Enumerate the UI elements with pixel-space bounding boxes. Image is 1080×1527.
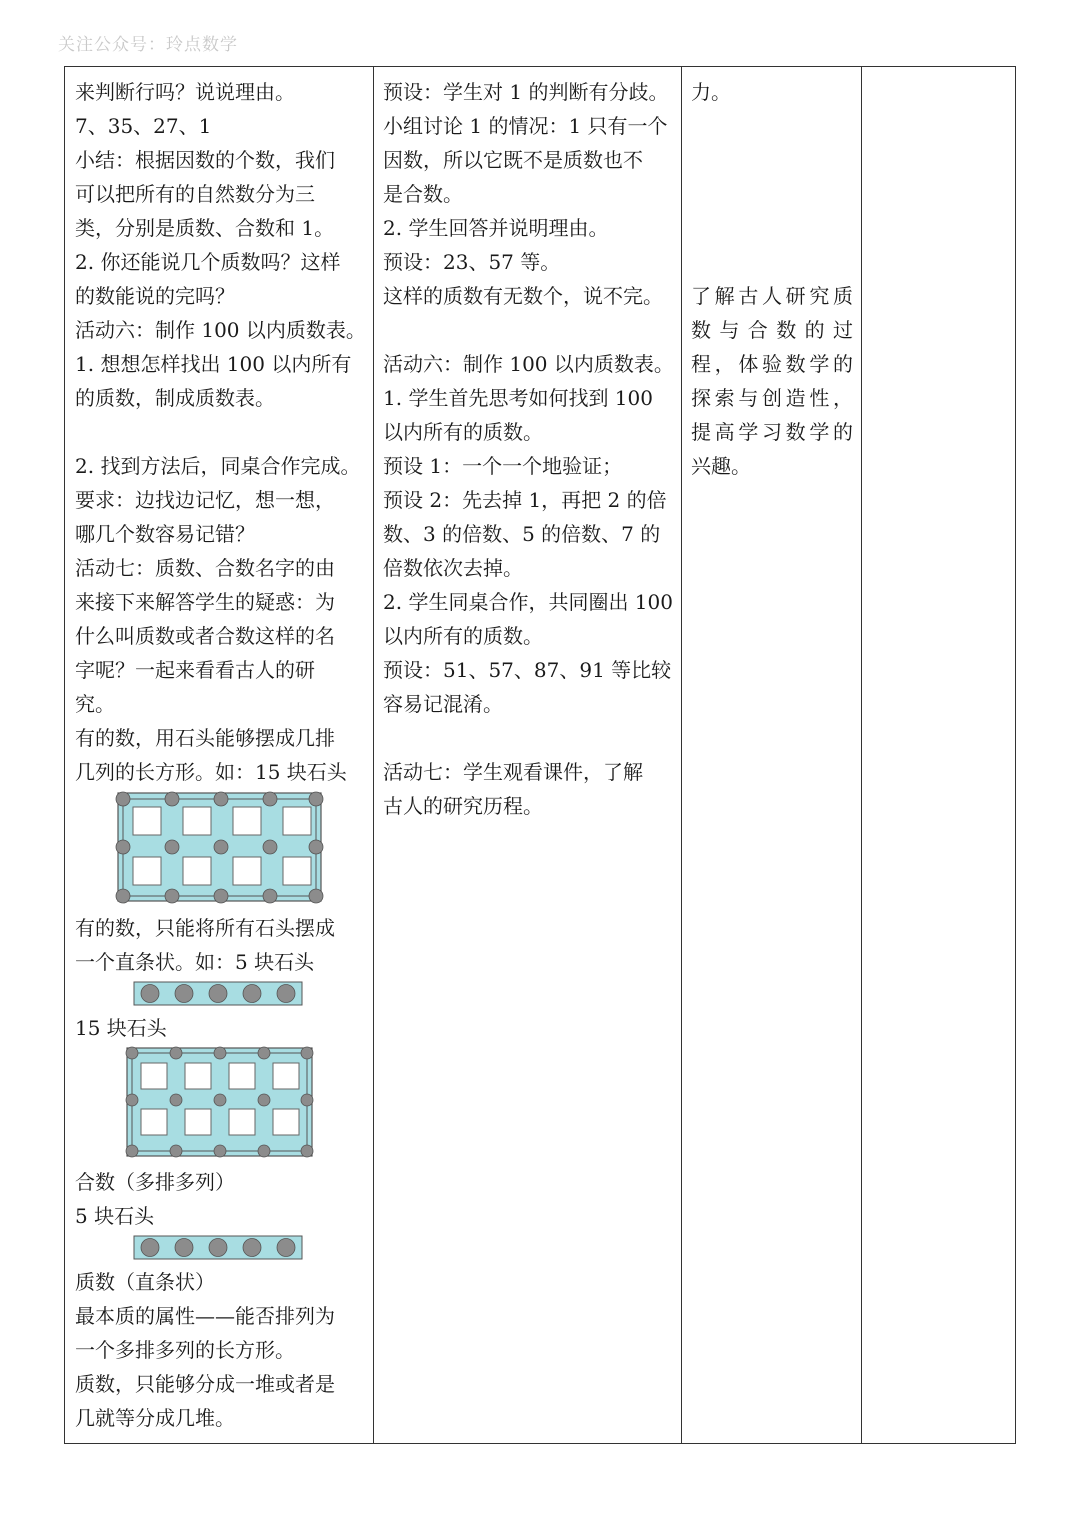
text-line: 什么叫质数或者合数这样的名 [75, 624, 335, 648]
text-line: 数与合数的过 [691, 318, 853, 342]
activity-six-heading: 活动六：制作 100 以内质数表。 [383, 352, 674, 376]
text-line: 倍数依次去掉。 [383, 556, 523, 580]
text-line: 来判断行吗？说说理由。 [75, 80, 295, 104]
text-line: 预设 1：一个一个地验证； [383, 454, 623, 478]
text-line: 可以把所有的自然数分为三 [75, 182, 315, 206]
text-line: 力。 [691, 80, 731, 104]
text-line: 有的数，只能将所有石头摆成 [75, 916, 335, 940]
notes-cell [861, 67, 1015, 1443]
text-line: 是合数。 [383, 182, 463, 206]
text-line: 几列的长方形。如：15 块石头 [75, 760, 347, 784]
text-line: 15 块石头 [75, 1016, 167, 1040]
text-line: 有的数，用石头能够摆成几排 [75, 726, 335, 750]
text-line: 7、35、27、1 [75, 114, 212, 138]
text-line: 哪几个数容易记错？ [75, 522, 255, 546]
teacher-activity-cell [65, 67, 373, 1443]
text-line: 提高学习数学的 [691, 420, 853, 444]
stone-row-figure [133, 1235, 305, 1261]
text-line: 2. 你还能说几个质数吗？这样 [75, 250, 341, 274]
lesson-plan-table [64, 66, 1016, 1444]
watermark: 关注公众号：玲点数学 [58, 35, 238, 55]
text-line: 了解古人研究质 [691, 284, 853, 308]
stone-rectangle-figure [125, 1045, 315, 1161]
text-line: 这样的质数有无数个，说不完。 [383, 284, 663, 308]
text-line: 以内所有的质数。 [383, 420, 543, 444]
text-line: 探索与创造性， [691, 386, 853, 410]
text-line: 究。 [75, 692, 115, 716]
design-intent-cell [681, 67, 861, 1443]
text-line: 来接下来解答学生的疑惑：为 [75, 590, 335, 614]
text-line: 的质数，制成质数表。 [75, 386, 275, 410]
text-line: 小结：根据因数的个数，我们 [75, 148, 335, 172]
activity-six-heading: 活动六：制作 100 以内质数表。 [75, 318, 366, 342]
text-line: 质数（直条状） [75, 1270, 215, 1294]
text-line: 预设：学生对 1 的判断有分歧。 [383, 80, 669, 104]
text-line: 类，分别是质数、合数和 1。 [75, 216, 335, 240]
text-line: 小组讨论 1 的情况：1 只有一个 [383, 114, 668, 138]
text-line: 预设：51、57、87、91 等比较 [383, 658, 672, 682]
student-activity-cell [373, 67, 681, 1443]
text-line: 的数能说的完吗？ [75, 284, 235, 308]
text-line: 古人的研究历程。 [383, 794, 543, 818]
stone-row-figure [133, 981, 305, 1007]
text-line: 一个多排多列的长方形。 [75, 1338, 295, 1362]
text-line: 1. 想想怎样找出 100 以内所有 [75, 352, 352, 376]
text-line: 因数，所以它既不是质数也不 [383, 148, 643, 172]
text-line: 合数（多排多列） [75, 1170, 235, 1194]
text-line: 数、3 的倍数、5 的倍数、7 的 [383, 522, 661, 546]
text-line: 容易记混淆。 [383, 692, 503, 716]
text-line: 字呢？一起来看看古人的研 [75, 658, 315, 682]
text-line: 最本质的属性——能否排列为 [75, 1304, 335, 1328]
text-line: 质数，只能够分成一堆或者是 [75, 1372, 335, 1396]
text-line: 程，体验数学的 [691, 352, 853, 376]
text-line: 兴趣。 [691, 454, 751, 478]
text-line: 要求：边找边记忆，想一想， [75, 488, 335, 512]
text-line: 2. 找到方法后，同桌合作完成。 [75, 454, 361, 478]
activity-seven-heading: 活动七：质数、合数名字的由 [75, 556, 335, 580]
text-line: 2. 学生回答并说明理由。 [383, 216, 609, 240]
text-line: 预设 2：先去掉 1，再把 2 的倍 [383, 488, 667, 512]
text-line: 2. 学生同桌合作，共同圈出 100 [383, 590, 673, 614]
activity-seven-heading: 活动七：学生观看课件，了解 [383, 760, 643, 784]
text-line: 1. 学生首先思考如何找到 100 [383, 386, 653, 410]
text-line: 几就等分成几堆。 [75, 1406, 235, 1430]
stone-rectangle-figure [115, 789, 327, 907]
text-line: 预设：23、57 等。 [383, 250, 561, 274]
text-line: 一个直条状。如：5 块石头 [75, 950, 315, 974]
text-line: 5 块石头 [75, 1204, 155, 1228]
text-line: 以内所有的质数。 [383, 624, 543, 648]
